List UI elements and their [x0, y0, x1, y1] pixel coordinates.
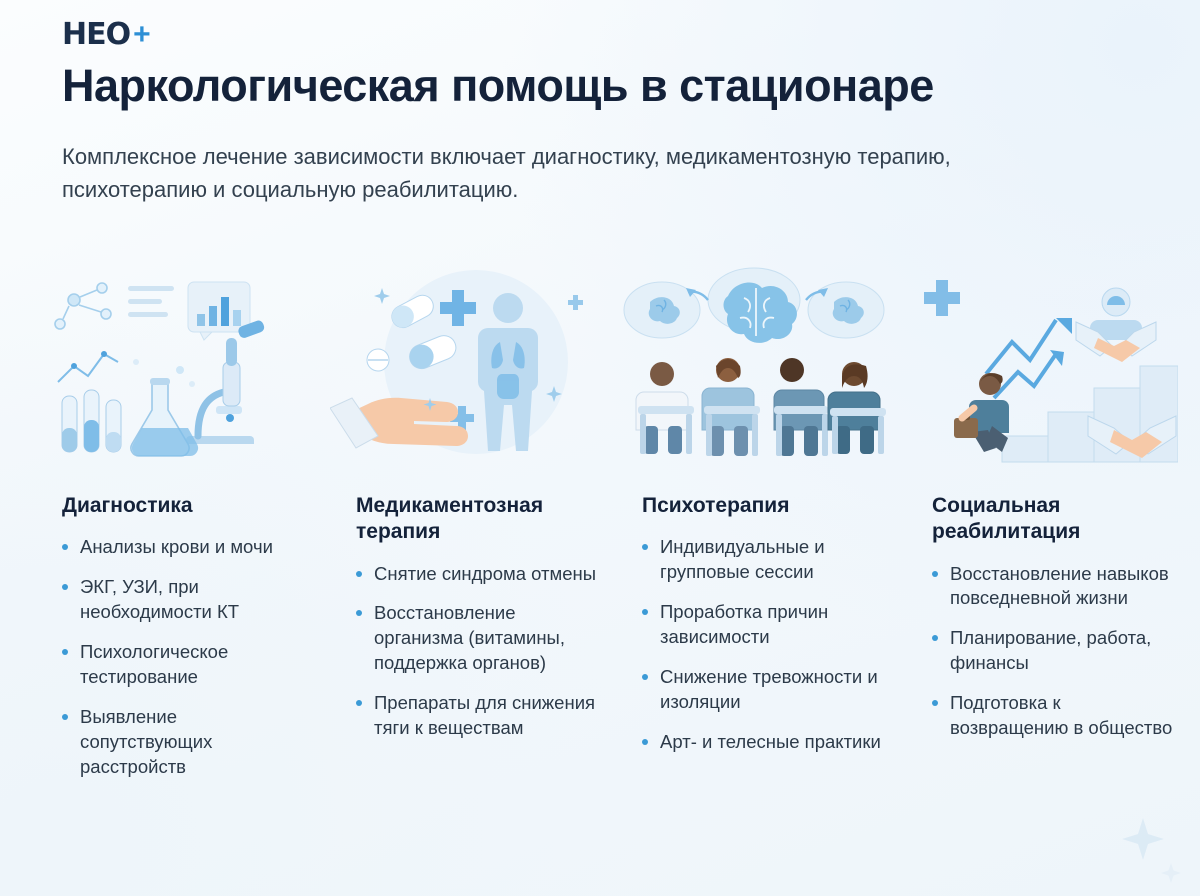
column-title: Социальная реабилитация — [932, 494, 1081, 544]
column-points — [620, 535, 888, 755]
column-diagnostics — [40, 266, 308, 795]
column-medication — [330, 266, 598, 795]
column-social-rehab — [910, 266, 1178, 795]
page-subtitle: Комплексное лечение зависимости включает диагностику, медикаментозную терапию, психотерапию и социальную реабилитацию. — [62, 144, 951, 203]
list-item: Восстановление организма (витамины, поддержка органов) — [356, 601, 598, 676]
list-item: Планирование, работа, финансы — [932, 626, 1178, 676]
list-item: Выявление сопутствующих расстройств — [62, 705, 308, 780]
brand-logo — [62, 18, 151, 52]
plus-icon: + — [133, 18, 151, 51]
list-item: Восстановление навыков повседневной жизни — [932, 562, 1178, 612]
list-item: Индивидуальные и групповые сессии — [642, 535, 888, 585]
microscope-labtest-icon — [40, 266, 308, 471]
column-points — [330, 562, 598, 742]
column-points — [910, 562, 1178, 742]
column-title: Медикаментозная терапия — [356, 494, 544, 544]
career-stairs-handshake-icon — [910, 266, 1178, 471]
columns-container — [40, 266, 1173, 795]
list-item: Снижение тревожности и изоляции — [642, 665, 888, 715]
brand-name: HEO — [62, 17, 131, 52]
list-item: Препараты для снижения тяги к веществам — [356, 691, 598, 741]
page-title: Наркологическая помощь в стационаре — [62, 60, 934, 111]
list-item: Арт- и телесные практики — [642, 730, 888, 755]
column-title: Психотерапия — [642, 494, 790, 517]
list-item: Психологическое тестирование — [62, 640, 308, 690]
sparkle-icon — [1120, 816, 1166, 862]
hand-pills-body-icon — [330, 266, 598, 471]
sparkle-small-icon — [1160, 862, 1182, 884]
column-title: Диагностика — [62, 494, 193, 517]
list-item: Анализы крови и мочи — [62, 535, 308, 560]
column-points — [40, 535, 308, 780]
list-item: Снятие синдрома отмены — [356, 562, 598, 587]
list-item: ЭКГ, УЗИ, при необходимости КТ — [62, 575, 308, 625]
column-psychotherapy — [620, 266, 888, 795]
list-item: Подготовка к возвращению в общество — [932, 691, 1178, 741]
list-item: Проработка причин зависимости — [642, 600, 888, 650]
group-therapy-brain-icon — [620, 266, 888, 471]
